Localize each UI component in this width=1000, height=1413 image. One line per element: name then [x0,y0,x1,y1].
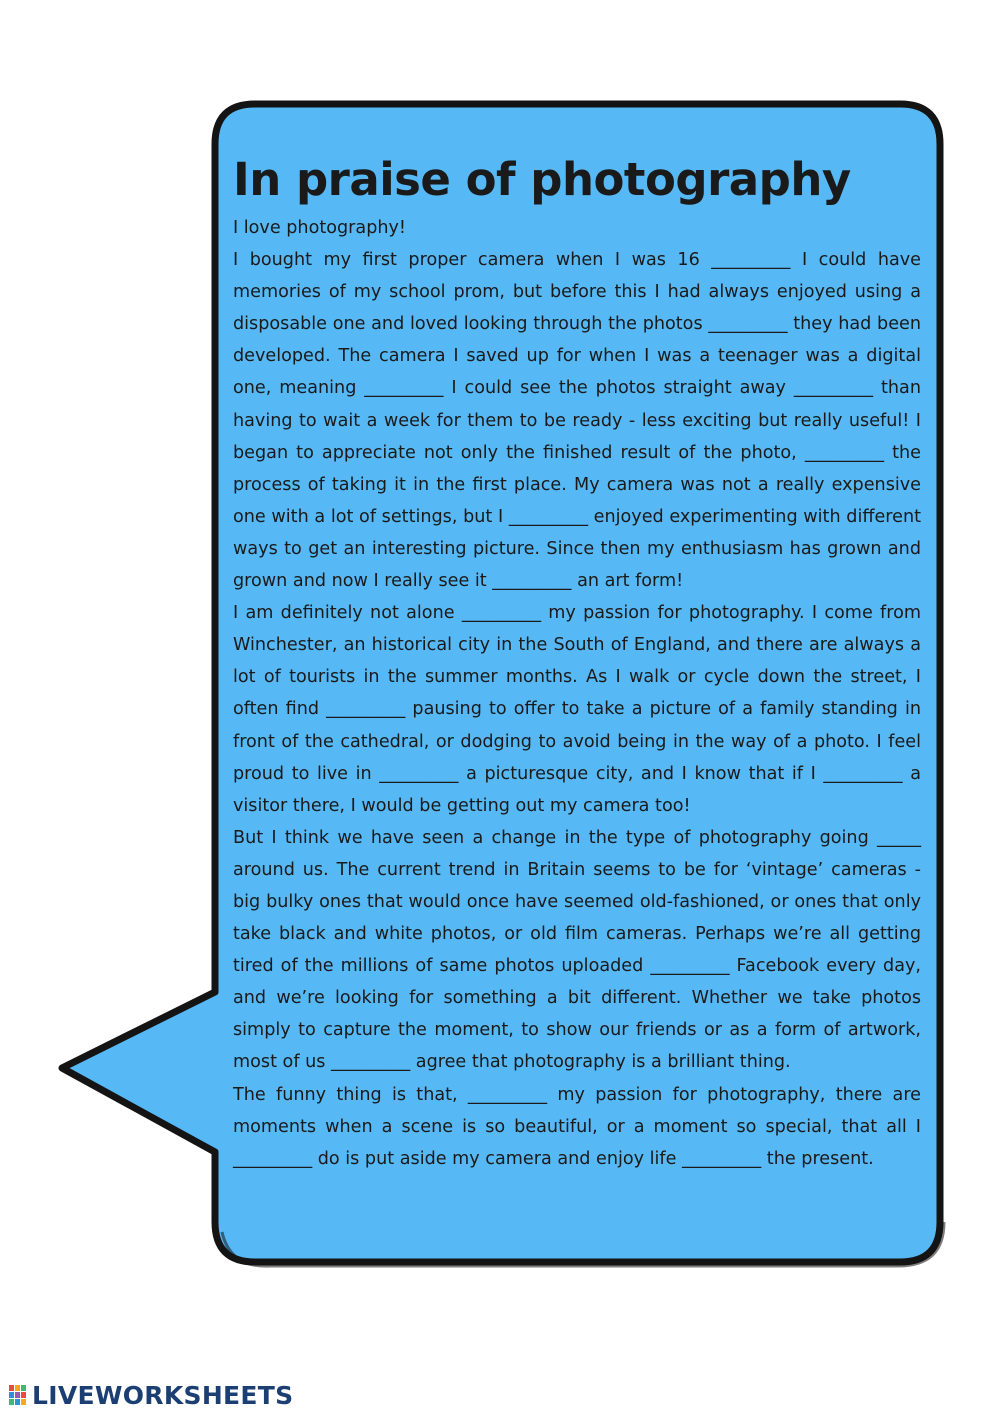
worksheet-title: In praise of photography [233,153,851,206]
footer-brand-text: LIVEWORKSHEETS [32,1380,294,1410]
footer-brand-bar [8,1378,293,1412]
paragraph-winchester: I am definitely not alone _________ my passion for photography. I come from Winchester, an historical city in the South of England, and there are always a lot of tourists in the summer months. As I walk or cycle down the street, I often find _________ pausing to offer to take a picture of a family standing in front of the cathedral, or dodging to avoid being in the way of a photo. I feel proud to live in _________ a picturesque city, and I know that if I _________ a visitor there, I would be getting out my camera too! [233,603,921,816]
paragraph-conclusion: The funny thing is that, _________ my passion for photography, there are moments when a scene is so beautiful, or a moment so special, that all I _________ do is put aside my camera and enjoy life _________ the present. [233,1084,921,1169]
paragraph-vintage-trend: But I think we have seen a change in the type of photography going _____ around us. The current trend in Britain seems to be for ‘vintage’ cameras - big bulky ones that would once have seemed old-fashioned, or ones that only take black and white photos, or old film cameras. Perhaps we’re all getting tired of the millions of same photos uploaded _________ Facebook every day, and we’re looking for something a bit different. Whether we take photos simply to capture the moment, to show our friends or as a form of artwork, most of us _________ agree that photography is a brilliant thing. [233,827,921,1073]
worksheet-content [233,150,921,1175]
paragraph-intro: I love photography! [233,218,406,238]
liveworksheets-logo-icon [8,1383,28,1407]
paragraph-first-camera: I bought my first proper camera when I was 16 _________ I could have memories of my school prom, but before this I had always enjoyed using a disposable one and loved looking through the photos _________ they had been developed. The camera I saved up for when I was a teenager was a digital one, meaning _________ I could see the photos straight away _________ than having to wait a week for them to be ready - less exciting but really useful! I began to appreciate not only the finished result of the photo, _________ the process of taking it in the first place. My camera was not a really expensive one with a lot of settings, but I _________ enjoyed experimenting with different ways to get an interesting picture. Since then my enthusiasm has grown and grown and now I really see it _________ an art form! [233,250,921,592]
